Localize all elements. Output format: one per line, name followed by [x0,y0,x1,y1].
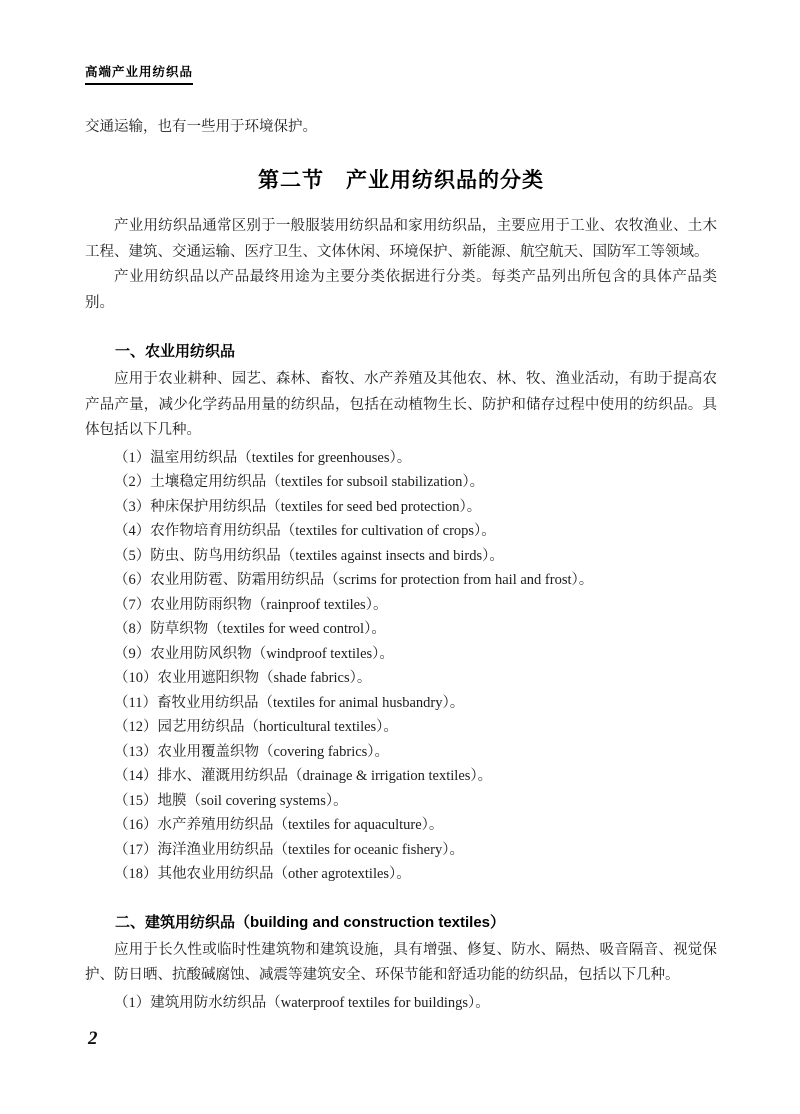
list-item: （8）防草织物（textiles for weed control）。 [114,621,386,637]
list-item: （18）其他农业用纺织品（other agrotextiles）。 [114,866,411,882]
paragraph-lead: 交通运输，也有一些用于环境保护。 [85,119,317,135]
list-item: （10）农业用遮阳织物（shade fabrics）。 [114,670,372,686]
intro-paragraph-1: 产业用纺织品通常区别于一般服装用纺织品和家用纺织品，主要应用于工业、农牧渔业、土木工程、建筑、交通运输、医疗卫生、文体休闲、环境保护、新能源、航空航天、国防军工等领域。 [85,218,717,260]
list-item: （1）建筑用防水纺织品（waterproof textiles for buildings）。 [114,994,490,1011]
list-item: （1）温室用纺织品（textiles for greenhouses）。 [114,449,412,466]
book-title: 高端产业用纺织品 [85,62,193,85]
heading-agriculture-textiles: 一、农业用纺织品 [115,343,236,360]
list-item: （13）农业用覆盖织物（covering fabrics）。 [114,743,390,760]
agriculture-list [85,446,717,887]
list-item: （7）农业用防雨织物（rainproof textiles）。 [114,596,388,613]
intro-paragraph-2: 产业用纺织品以产品最终用途为主要分类依据进行分类。每类产品列出所包含的具体产品类别。 [85,269,717,311]
list-item: （14）排水、灌溉用纺织品（drainage & irrigation textiles）。 [114,768,493,784]
building-list [85,991,717,1016]
heading-building-textiles: 二、建筑用纺织品（building and construction textiles） [115,913,506,931]
list-item: （11）畜牧业用纺织品（textiles for animal husbandry）。 [114,694,465,711]
agriculture-paragraph: 应用于农业耕种、园艺、森林、畜牧、水产养殖及其他农、林、牧、渔业活动，有助于提高农产品产量，减少化学药品用量的纺织品，包括在动植物生长、防护和储存过程中使用的纺织品。具体包括以下几种。 [85,371,717,438]
list-item: （6）农业用防雹、防霜用纺织品（scrims for protection from hail and frost）。 [114,572,594,588]
list-item: （15）地膜（soil covering systems）。 [114,792,348,809]
list-item: （4）农作物培育用纺织品（textiles for cultivation of crops）。 [114,523,496,539]
running-header [85,62,717,85]
list-item: （17）海洋渔业用纺织品（textiles for oceanic fishery）。 [114,841,464,858]
list-item: （2）土壤稳定用纺织品（textiles for subsoil stabilization）。 [114,474,485,490]
section-title: 第二节 产业用纺织品的分类 [258,169,544,192]
list-item: （16）水产养殖用纺织品（textiles for aquaculture）。 [114,817,444,833]
list-item: （3）种床保护用纺织品（textiles for seed bed protection）。 [114,498,482,515]
list-item: （5）防虫、防鸟用纺织品（textiles against insects and birds）。 [114,547,504,564]
list-item: （9）农业用防风织物（windproof textiles）。 [114,645,394,662]
building-paragraph: 应用于长久性或临时性建筑物和建筑设施，具有增强、修复、防水、隔热、吸音隔音、视觉保护、防日晒、抗酸碱腐蚀、减震等建筑安全、环保节能和舒适功能的纺织品，包括以下几种。 [85,941,717,983]
page-number: 2 [88,1028,98,1049]
list-item: （12）园艺用纺织品（horticultural textiles）。 [114,719,398,735]
page-content [85,0,717,1015]
